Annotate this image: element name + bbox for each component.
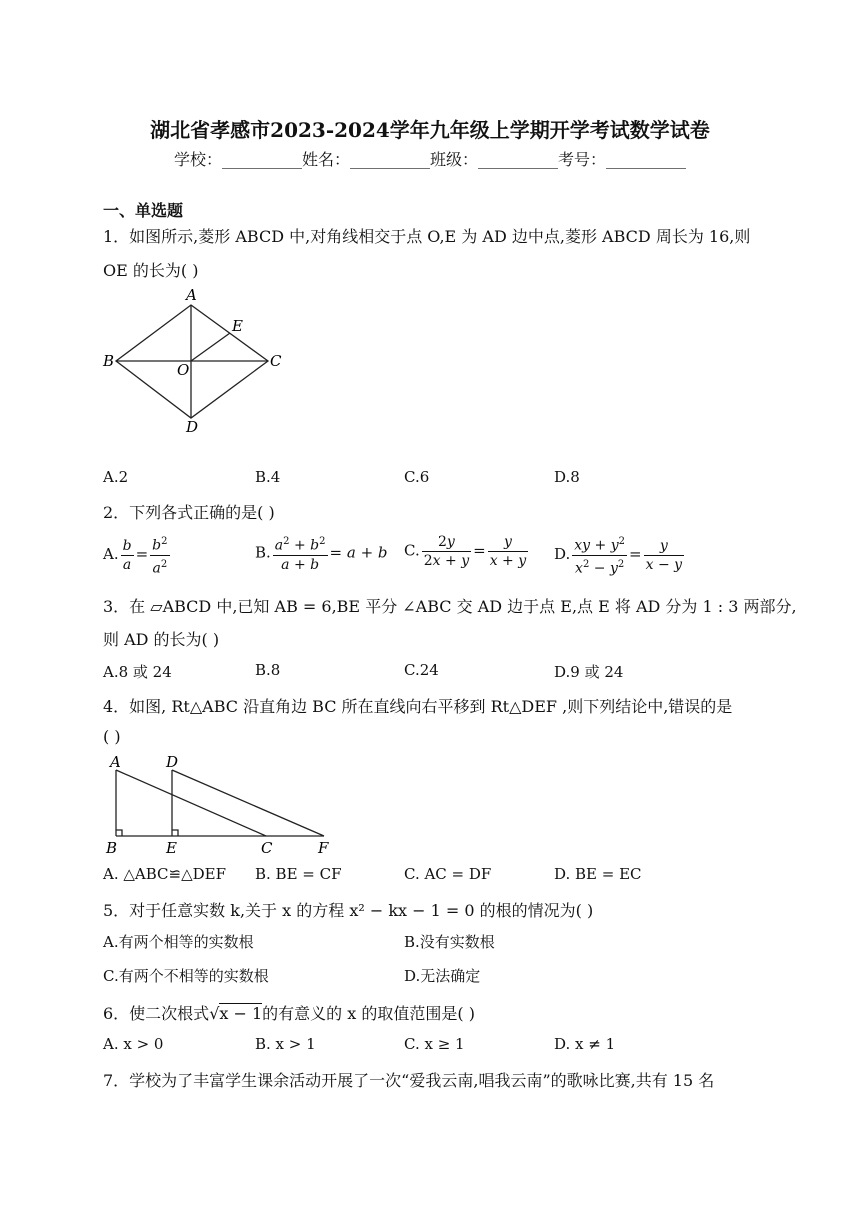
q1-line2: OE 的长为( ) — [103, 261, 199, 280]
label-b: B — [103, 352, 115, 370]
label-a: A — [186, 286, 197, 304]
q3-option-b: B.8 — [255, 661, 281, 679]
q4-option-b: B. BE = CF — [255, 865, 342, 883]
q6-option-b: B. x > 1 — [255, 1035, 316, 1053]
q2-option-d: D. $\frac{xy + y^2}{x^2 - y^2}$ = $\frac{y}{x - y}$ — [554, 533, 686, 577]
q6-option-d: D. x ≠ 1 — [554, 1035, 616, 1053]
label-c: C — [261, 839, 273, 857]
label-e: E — [232, 317, 243, 335]
q5-stem: 5．对于任意实数 k,关于 x 的方程 x² − kx − 1 = 0 的根的情况为( ) — [103, 901, 594, 920]
label-d: D — [186, 418, 199, 436]
q4-option-d: D. BE = EC — [554, 865, 642, 883]
q5-option-c: C.有两个不相等的实数根 — [103, 967, 269, 985]
q2-option-a: A. $\frac{b}{a}$ = $\frac{b^2}{a^2}$ — [103, 533, 172, 577]
segment-oe — [191, 333, 230, 361]
q2-option-b: B. $\frac{a^2 + b^2}{a + b}$ = a + b — [255, 533, 388, 574]
student-info-line: 学校：__________姓名：__________班级：__________考号：__________ — [173, 150, 686, 169]
q3-line1: 3．在 ▱ABCD 中,已知 AB = 6,BE 平分 ∠ABC 交 AD 边于点 E,点 E 将 AD 分为 1 : 3 两部分, — [103, 597, 797, 616]
q1-option-c: C.6 — [404, 468, 430, 486]
q3-option-d: D.9 或 24 — [554, 663, 624, 681]
q2-stem: 2．下列各式正确的是( ) — [103, 503, 275, 522]
q1-option-b: B.4 — [255, 468, 281, 486]
label-f: F — [318, 839, 329, 857]
q3-line2: 则 AD 的长为( ) — [103, 630, 220, 649]
exam-title: 湖北省孝感市2023-2024学年九年级上学期开学考试数学试卷 — [150, 118, 710, 142]
q6-option-c: C. x ≥ 1 — [404, 1035, 465, 1053]
q6-stem: 6．使二次根式√x − 1的有意义的 x 的取值范围是( ) — [103, 1004, 475, 1023]
segment-ac — [116, 770, 266, 836]
label-b: B — [106, 839, 118, 857]
q1-option-a: A.2 — [103, 468, 129, 486]
label-o: O — [177, 361, 190, 379]
q5-option-b: B.没有实数根 — [404, 933, 495, 951]
q7-stem: 7．学校为了丰富学生课余活动开展了一次“爱我云南,唱我云南”的歌咏比赛,共有 15 名 — [103, 1071, 715, 1090]
right-angle-b — [116, 830, 122, 836]
q5-option-d: D.无法确定 — [404, 967, 481, 985]
q6-radicand: x − 1 — [219, 1004, 263, 1023]
q4-line1: 4．如图, Rt△ABC 沿直角边 BC 所在直线向右平移到 Rt△DEF ,则下列结论中,错误的是 — [103, 697, 733, 716]
q2-option-c: C. $\frac{2y}{2x + y}$ = $\frac{y}{x + y}$ — [404, 534, 527, 569]
q4-option-c: C. AC = DF — [404, 865, 492, 883]
q3-option-a: A.8 或 24 — [103, 663, 172, 681]
right-angle-e — [172, 830, 178, 836]
q4-line2: ( ) — [103, 727, 121, 746]
q3-option-c: C.24 — [404, 661, 439, 679]
section-heading: 一、单选题 — [103, 201, 184, 220]
label-d: D — [166, 753, 179, 771]
label-e: E — [166, 839, 177, 857]
q4-option-a: A. △ABC≌△DEF — [103, 865, 227, 883]
label-c: C — [270, 352, 282, 370]
q6-option-a: A. x > 0 — [103, 1035, 164, 1053]
segment-df — [172, 770, 324, 836]
q5-option-a: A.有两个相等的实数根 — [103, 933, 254, 951]
q1-option-d: D.8 — [554, 468, 580, 486]
q4-translation-figure — [100, 752, 340, 860]
q1-rhombus-figure — [100, 285, 300, 440]
label-a: A — [110, 753, 121, 771]
q1-line1: 1．如图所示,菱形 ABCD 中,对角线相交于点 O,E 为 AD 边中点,菱形 ABCD 周长为 16,则 — [103, 227, 751, 246]
